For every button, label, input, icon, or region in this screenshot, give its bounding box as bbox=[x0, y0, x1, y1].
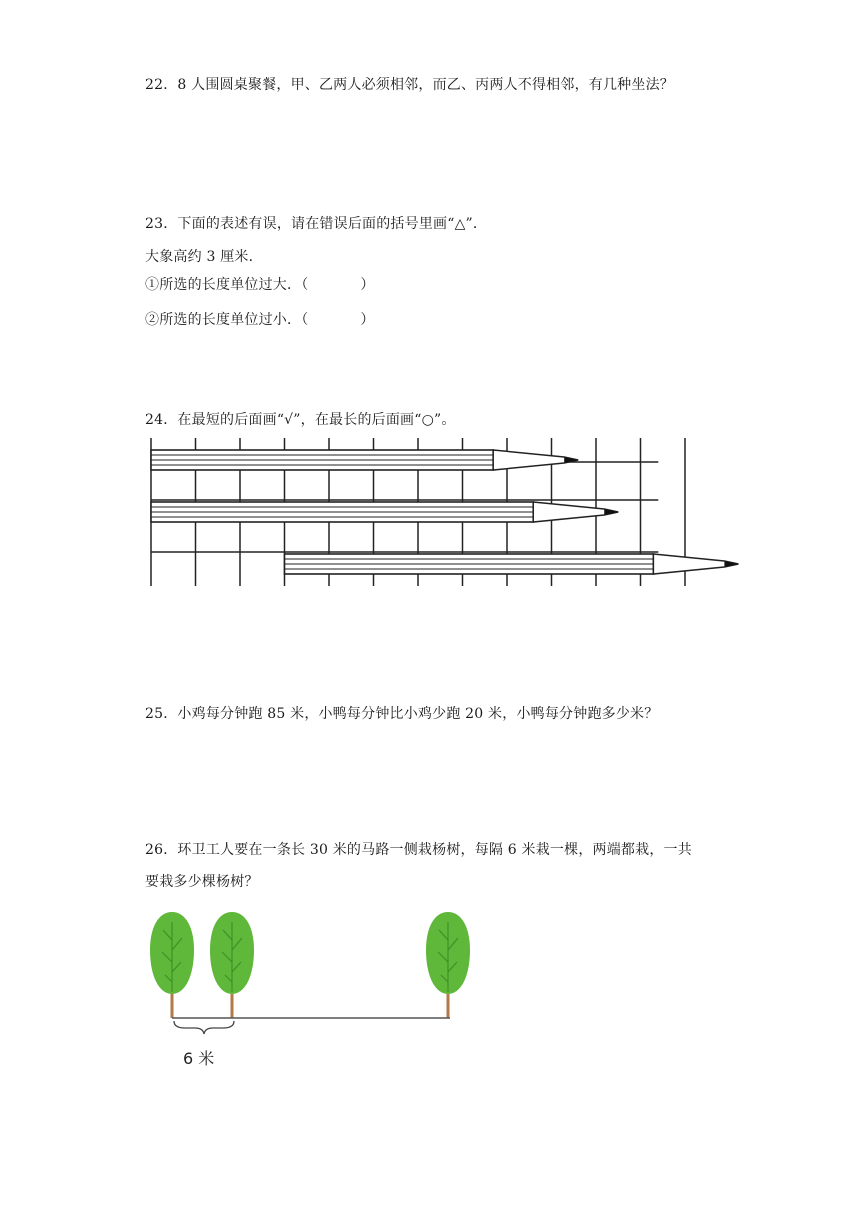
tree-1 bbox=[150, 912, 194, 1018]
q22-text: 22．8 人围圆桌聚餐，甲、乙两人必须相邻，而乙、丙两人不得相邻，有几种坐法？ bbox=[145, 77, 674, 93]
q24-text: 24．在最短的后面画“√”，在最长的后面画“○”。 bbox=[145, 412, 456, 428]
pencils bbox=[151, 450, 738, 574]
q26-line-1: 26．环卫工人要在一条长 30 米的马路一侧栽杨树，每隔 6 米栽一棵，两端都栽，一共 bbox=[145, 842, 692, 858]
tree-3 bbox=[426, 912, 470, 1018]
q23-option-1-close: ） bbox=[360, 277, 375, 293]
q23-option-2-text: ②所选的长度单位过小．（ bbox=[145, 312, 309, 328]
q23-option-2-close: ） bbox=[360, 312, 375, 328]
q23-title: 23．下面的表述有误，请在错误后面的括号里画“△”． bbox=[145, 216, 488, 232]
q26-tree-figure bbox=[145, 910, 485, 1030]
pencil-3 bbox=[285, 554, 739, 574]
distance-label: 6 米 bbox=[183, 1049, 215, 1068]
q23-option-1 bbox=[145, 275, 375, 295]
pencil-1 bbox=[151, 450, 578, 470]
q23-statement: 大象高约 3 厘米． bbox=[145, 249, 263, 265]
tree-2 bbox=[210, 912, 254, 1018]
q25-text: 25．小鸡每分钟跑 85 米，小鸭每分钟比小鸡少跑 20 米，小鸭每分钟跑多少米？ bbox=[145, 706, 659, 722]
q23-option-1-text: ①所选的长度单位过大．（ bbox=[145, 277, 309, 293]
q24-pencil-grid-figure bbox=[145, 436, 685, 596]
q26-line-2: 要栽多少棵杨树？ bbox=[145, 874, 259, 890]
q23-option-2 bbox=[145, 310, 375, 330]
distance-brace bbox=[174, 1021, 234, 1034]
pencil-2 bbox=[151, 502, 618, 522]
